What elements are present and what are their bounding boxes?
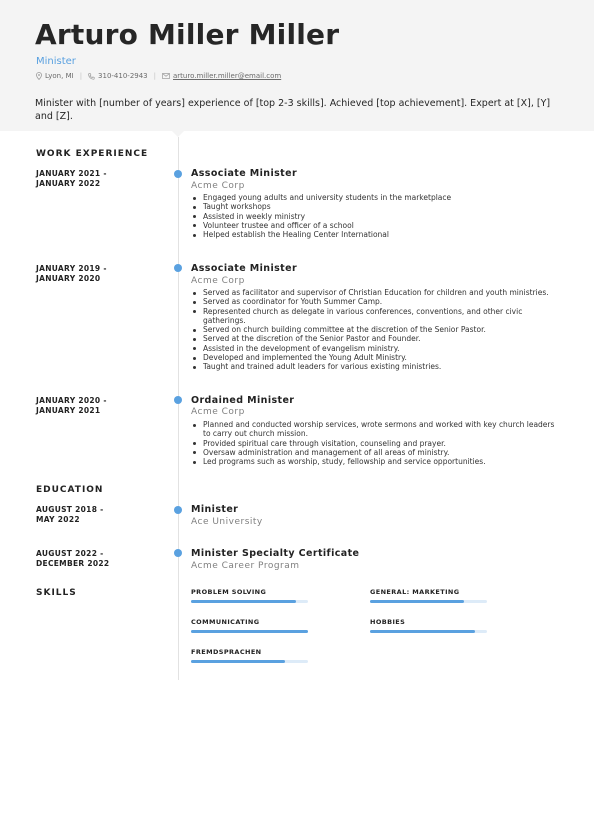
list-item: Provided spiritual care through visitation, counseling and prayer. xyxy=(191,439,561,448)
skill-name: COMMUNICATING xyxy=(191,618,260,626)
work-date xyxy=(36,264,107,284)
list-item: Volunteer trustee and officer of a school xyxy=(191,221,561,230)
list-item: Developed and implemented the Young Adult Ministry. xyxy=(191,353,561,362)
date-start: JANUARY 2021 - xyxy=(36,169,107,178)
skill-bar xyxy=(370,600,487,603)
summary-text: Minister with [number of years] experience of [top 2-3 skills]. Achieved [top achievement]. Expert at [X], [Y] and [Z]. xyxy=(35,98,551,122)
list-item: Taught and trained adult leaders for various existing ministries. xyxy=(191,362,561,371)
date-end: JANUARY 2020 xyxy=(36,274,101,283)
list-item: Planned and conducted worship services, wrote sermons and worked with key church leaders to carry out church mission. xyxy=(191,420,561,439)
education-degree: Minister xyxy=(191,504,239,515)
job-role: Associate Minister xyxy=(191,263,298,274)
date-end: JANUARY 2022 xyxy=(36,179,101,188)
work-date xyxy=(36,396,107,416)
skill-bar xyxy=(191,660,308,663)
list-item: Served at the discretion of the Senior Pastor and Founder. xyxy=(191,334,561,343)
location-text: Lyon, MI xyxy=(45,72,74,80)
date-end: JANUARY 2021 xyxy=(36,406,101,415)
job-bullets xyxy=(191,420,561,466)
email-link[interactable]: arturo.miller.miller@email.com xyxy=(173,72,282,80)
list-item: Served on church building committee at the discretion of the Senior Pastor. xyxy=(191,325,561,334)
work-date xyxy=(36,169,107,189)
skill-name: GENERAL: MARKETING xyxy=(370,588,460,596)
candidate-name: Arturo Miller Miller xyxy=(35,18,340,51)
job-bullets xyxy=(191,193,561,239)
education-school: Ace University xyxy=(191,517,263,527)
contact-line xyxy=(36,72,281,80)
job-company: Acme Corp xyxy=(191,407,245,417)
timeline-dot xyxy=(174,506,182,514)
section-title-education: EDUCATION xyxy=(36,485,104,495)
list-item: Led programs such as worship, study, fellowship and service opportunities. xyxy=(191,457,561,466)
skill-bar-fill xyxy=(191,630,308,633)
separator: | xyxy=(79,72,83,80)
timeline-dot xyxy=(174,396,182,404)
skill-item xyxy=(191,618,308,633)
skill-name: HOBBIES xyxy=(370,618,406,626)
skill-bar-fill xyxy=(370,630,475,633)
list-item: Represented church as delegate in various conferences, conventions, and other civic gatherings. xyxy=(191,307,561,326)
job-title: Minister xyxy=(36,56,76,67)
date-start: AUGUST 2022 - xyxy=(36,549,104,558)
list-item: Served as facilitator and supervisor of Christian Education for children and youth ministries. xyxy=(191,288,561,297)
list-item: Served as coordinator for Youth Summer Camp. xyxy=(191,297,561,306)
job-role: Ordained Minister xyxy=(191,395,295,406)
date-start: JANUARY 2019 - xyxy=(36,264,107,273)
skill-bar-fill xyxy=(191,660,285,663)
education-date xyxy=(36,549,109,569)
pin-icon xyxy=(36,72,42,80)
skill-item xyxy=(370,618,487,633)
timeline-dot xyxy=(174,549,182,557)
separator: | xyxy=(153,72,156,80)
phone-icon xyxy=(88,73,95,80)
job-company: Acme Corp xyxy=(191,181,245,191)
timeline-line xyxy=(178,137,179,680)
education-school: Acme Career Program xyxy=(191,561,300,571)
education-date xyxy=(36,505,104,525)
date-start: AUGUST 2018 - xyxy=(36,505,104,514)
skill-bar xyxy=(370,630,487,633)
list-item: Oversaw administration and management of all areas of ministry. xyxy=(191,448,561,457)
skill-bar-fill xyxy=(370,600,464,603)
job-bullets xyxy=(191,288,561,372)
list-item: Assisted in the development of evangelism ministry. xyxy=(191,344,561,353)
job-company: Acme Corp xyxy=(191,276,245,286)
section-title-work: WORK EXPERIENCE xyxy=(36,149,149,159)
timeline-dot xyxy=(174,170,182,178)
envelope-icon xyxy=(162,73,170,79)
timeline-dot xyxy=(174,264,182,272)
skill-name: PROBLEM SOLVING xyxy=(191,588,267,596)
education-degree: Minister Specialty Certificate xyxy=(191,548,360,559)
list-item: Assisted in weekly ministry xyxy=(191,212,561,221)
job-role: Associate Minister xyxy=(191,168,298,179)
header xyxy=(0,0,594,131)
skill-bar xyxy=(191,630,308,633)
date-end: DECEMBER 2022 xyxy=(36,559,110,568)
date-end: MAY 2022 xyxy=(36,515,80,524)
skill-item xyxy=(191,588,308,603)
skill-item xyxy=(370,588,487,603)
skill-bar xyxy=(191,600,308,603)
skill-item xyxy=(191,648,308,663)
skill-bar-fill xyxy=(191,600,296,603)
list-item: Taught workshops xyxy=(191,202,561,211)
phone-text: 310-410-2943 xyxy=(98,72,148,80)
section-title-skills: SKILLS xyxy=(36,588,77,598)
skill-name: FREMDSPRACHEN xyxy=(191,648,262,656)
date-start: JANUARY 2020 - xyxy=(36,396,107,405)
list-item: Engaged young adults and university students in the marketplace xyxy=(191,193,561,202)
list-item: Helped establish the Healing Center International xyxy=(191,230,561,239)
